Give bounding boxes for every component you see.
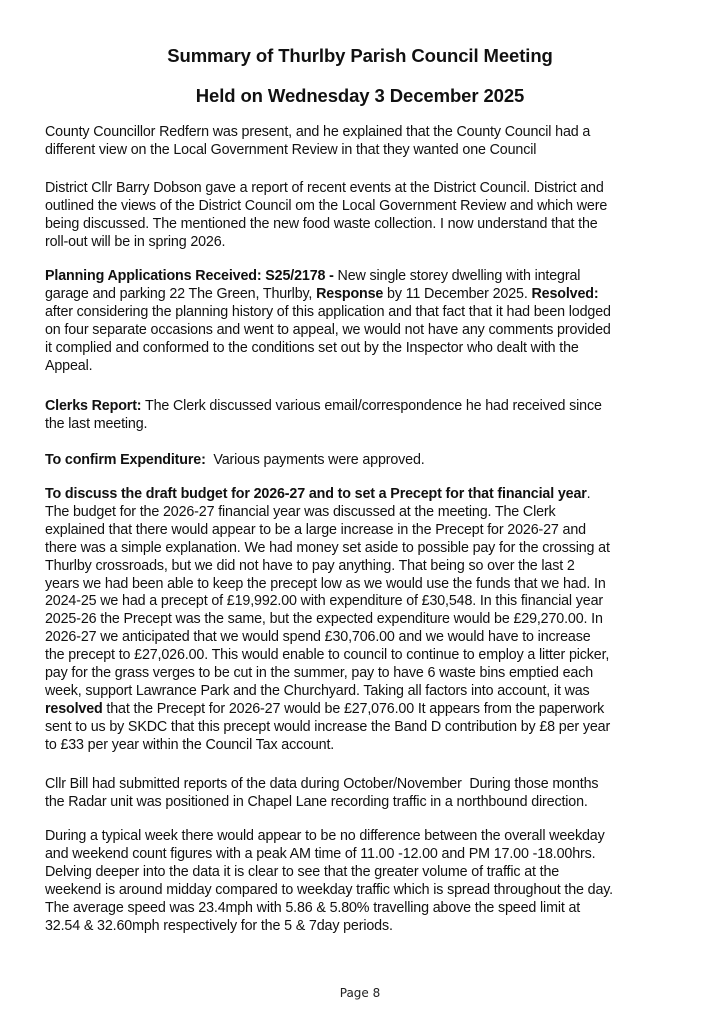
text-line: 2024-25 we had a precept of £19,992.00 with expenditure of £30,548. In this financial year bbox=[45, 593, 603, 610]
text-line: 2025-26 the Precept was the same, but the expected expenditure would be £29,270.00. In bbox=[45, 611, 603, 628]
page-number: Page 8 bbox=[339, 986, 381, 1000]
text-line: The average speed was 23.4mph with 5.86 & 5.80% travelling above the speed limit at bbox=[45, 899, 581, 916]
text-line: years we had been able to keep the precept low as we would use the funds that we had. In bbox=[45, 575, 606, 592]
text-line: after considering the planning history of this application and that fact that it had been lodged bbox=[45, 303, 611, 320]
text-line bbox=[45, 486, 710, 504]
text-line: sent to us by SKDC that this precept would increase the Band D contribution by £8 per year bbox=[45, 718, 611, 735]
text-line: Appeal. bbox=[45, 357, 93, 374]
text-line: District Cllr Barry Dobson gave a report of recent events at the District Council. District and bbox=[45, 180, 604, 196]
text-line: Delving deeper into the data it is clear to see that the greater volume of traffic at the bbox=[45, 863, 560, 880]
text-line: During a typical week there would appear to be no difference between the overall weekday bbox=[45, 828, 605, 844]
text-line bbox=[45, 286, 710, 304]
text-line: different view on the Local Government Review in that they wanted one Council bbox=[45, 141, 537, 158]
radar-paragraph bbox=[45, 776, 710, 812]
document-subtitle: Held on Wednesday 3 December 2025 bbox=[195, 85, 525, 106]
traffic-paragraph bbox=[45, 828, 710, 935]
text-line: County Councillor Redfern was present, and he explained that the County Council had a bbox=[45, 124, 591, 140]
county-councillor-paragraph bbox=[45, 124, 710, 160]
planning-heading: Planning Applications Received: S25/2178 - bbox=[45, 268, 334, 284]
budget-heading: To discuss the draft budget for 2026-27 and to set a Precept for that financial year bbox=[45, 486, 587, 502]
text-line: the Radar unit was positioned in Chapel Lane recording traffic in a northbound direction. bbox=[45, 793, 588, 810]
text-line: the precept to £27,026.00. This would enable to council to continue to employ a litter picker, bbox=[45, 647, 610, 664]
planning-paragraph bbox=[45, 268, 710, 375]
resolved-label: Resolved: bbox=[531, 285, 599, 302]
text-line: Cllr Bill had submitted reports of the data during October/November During those months bbox=[45, 776, 599, 792]
text-line: the last meeting. bbox=[45, 415, 148, 432]
text-line: 2026-27 we anticipated that we would spend £30,706.00 and we would have to increase bbox=[45, 629, 591, 646]
text-line bbox=[45, 701, 710, 719]
expenditure-heading: To confirm Expenditure: bbox=[45, 452, 206, 468]
budget-heading-end: . bbox=[586, 486, 591, 502]
text-line: week, support Lawrance Park and the Churchyard. Taking all factors into account, it was bbox=[45, 682, 590, 699]
text-line bbox=[45, 452, 710, 470]
text-line: explained that there would appear to be a large increase in the Precept for 2026-27 and bbox=[45, 521, 586, 538]
text-line: being discussed. The mentioned the new food waste collection. I now understand that the bbox=[45, 215, 598, 232]
budget-resolved-text: that the Precept for 2026-27 would be £27,076.00 It appears from the paperwork bbox=[102, 700, 605, 717]
text-line: outlined the views of the District Council om the Local Government Review and which were bbox=[45, 197, 608, 214]
text-line: it complied and conformed to the conditions set out by the Inspector who dealt with the bbox=[45, 339, 579, 356]
text-line: to £33 per year within the Council Tax account. bbox=[45, 736, 335, 753]
text-line: weekend is around midday compared to weekday traffic which is spread throughout the day. bbox=[45, 881, 614, 898]
text-line: The budget for the 2026-27 financial year was discussed at the meeting. The Clerk bbox=[45, 503, 556, 520]
response-label: Response bbox=[316, 285, 384, 302]
text-line: Thurlby crossroads, but we did not have to pay anything. That being so over the last 2 bbox=[45, 557, 575, 574]
expenditure-text: Various payments were approved. bbox=[205, 452, 425, 468]
text-line: roll-out will be in spring 2026. bbox=[45, 233, 226, 250]
text-line bbox=[45, 268, 710, 286]
planning-text: by 11 December 2025. bbox=[383, 285, 532, 302]
text-line bbox=[45, 398, 710, 416]
budget-paragraph bbox=[45, 486, 710, 755]
text-line: pay for the grass verges to be cut in the summer, pay to have 6 waste bins emptied each bbox=[45, 665, 594, 682]
district-cllr-paragraph bbox=[45, 180, 710, 252]
text-line: and weekend count figures with a peak AM time of 11.00 -12.00 and PM 17.00 -18.00hrs. bbox=[45, 845, 596, 862]
text-line: on four separate occasions and went to appeal, we would not have any comments provided bbox=[45, 321, 611, 338]
text-line: 32.54 & 32.60mph respectively for the 5 & 7day periods. bbox=[45, 917, 393, 934]
clerks-report-text: The Clerk discussed various email/correspondence he had received since bbox=[141, 398, 602, 414]
clerks-report-heading: Clerks Report: bbox=[45, 398, 142, 414]
planning-text: New single storey dwelling with integral bbox=[333, 268, 581, 284]
text-line: there was a simple explanation. We had money set aside to possible pay for the crossing at bbox=[45, 539, 610, 556]
budget-resolved-label: resolved bbox=[45, 700, 103, 717]
document-title: Summary of Thurlby Parish Council Meeting bbox=[167, 45, 553, 66]
clerks-report-paragraph bbox=[45, 398, 710, 434]
planning-text: garage and parking 22 The Green, Thurlby, bbox=[45, 285, 317, 302]
expenditure-paragraph bbox=[45, 452, 710, 470]
